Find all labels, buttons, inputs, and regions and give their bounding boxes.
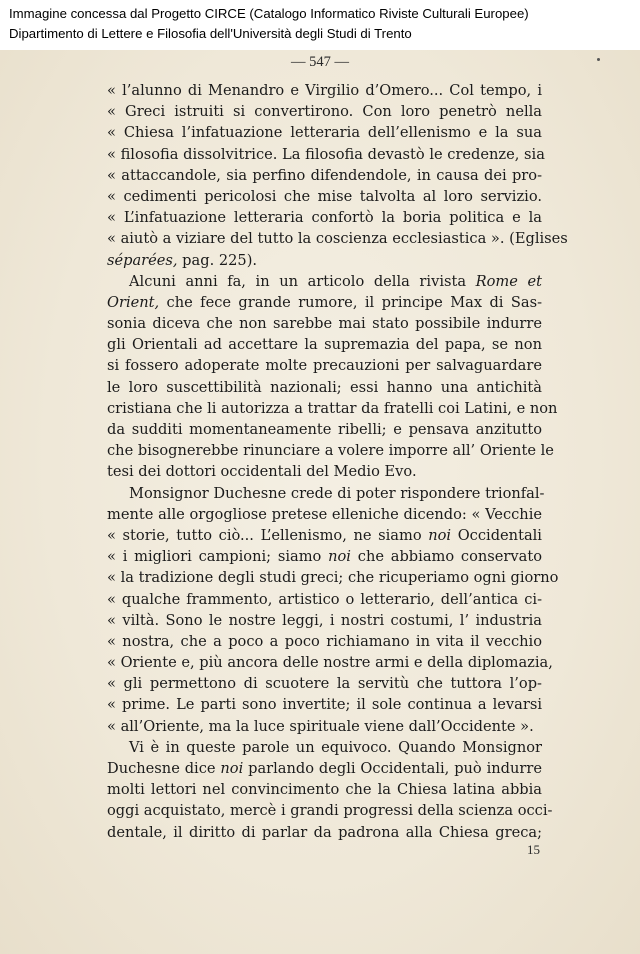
emphasis: noi [428, 526, 452, 544]
text-line: « nostra, che a poco a poco richiamano in vita il vecchio [107, 632, 542, 650]
page-number: — 547 — [291, 54, 349, 70]
header-line-1: Immagine concessa dal Progetto CIRCE (Catalogo Informatico Riviste Culturali Europee) [9, 6, 529, 21]
signature-mark: 15 [527, 842, 540, 857]
text-line: « viltà. Sono le nostre leggi, i nostri costumi, l’ industria [107, 611, 542, 629]
text-line: « qualche frammento, artistico o letterario, dell’antica ci- [107, 590, 542, 608]
text-line: « la tradizione degli studi greci; che ricuperiamo ogni giorno [107, 569, 559, 587]
text-line: « L’infatuazione letteraria confortò la boria politica e la [107, 209, 542, 227]
emphasis: Rome et [475, 272, 543, 290]
text-line: « all’Oriente, ma la luce spirituale viene dall’Occidente ». [107, 717, 534, 735]
text-line: molti lettori nel convincimento che la Chiesa latina abbia [107, 781, 542, 799]
body-text [107, 80, 568, 843]
text-line: tesi dei dottori occidentali del Medio Evo. [107, 463, 417, 481]
text-line: « aiutò a viziare del tutto la coscienza ecclesiastica ». (Eglises [107, 230, 568, 248]
emphasis: Orient, [107, 293, 160, 311]
text-line: cristiana che li autorizza a trattar da fratelli coi Latini, e non [107, 399, 558, 417]
text-line: séparées, pag. 225). [107, 251, 258, 269]
text-line: dentale, il diritto di parlar da padrona alla Chiesa greca; [107, 823, 542, 841]
emphasis: noi [220, 760, 244, 777]
text-line: oggi acquistato, mercè i grandi progressi della scienza occi- [107, 802, 553, 820]
text-line: Duchesne dice noi parlando degli Occidentali, può indurre [107, 760, 542, 777]
text-line: « l’alunno di Menandro e Virgilio d’Omero... Col tempo, i [107, 82, 542, 99]
text-line: « Chiesa l’infatuazione letteraria dell’ellenismo e la sua [107, 124, 542, 142]
text-line: « storie, tutto ciò... L’ellenismo, ne siamo noi Occidentali [107, 526, 542, 544]
text-line: si fossero adoperate molte precauzioni per salvaguardare [107, 357, 542, 375]
paragraph-start-line: Vi è in queste parole un equivoco. Quando Monsignor [129, 738, 542, 756]
text-line: « Greci istruiti si convertirono. Con loro penetrò nella [107, 103, 542, 121]
paragraph-start-line: Monsignor Duchesne crede di poter rispondere trionfal- [129, 484, 545, 502]
text-line: gli Orientali ad accettare la supremazia del papa, se non [107, 336, 542, 354]
text-line: « gli permettono di scuotere la servitù che tuttora l’op- [107, 675, 542, 693]
text-line: Orient, che fece grande rumore, il principe Max di Sas- [107, 293, 542, 311]
text-line: da sudditi momentaneamente ribelli; e pensava anzitutto [107, 421, 542, 438]
source-header [0, 0, 640, 50]
text-line: « cedimenti pericolosi che mise talvolta al loro servizio. [107, 187, 542, 205]
paragraph-start-line: Alcuni anni fa, in un articolo della rivista Rome et [129, 272, 543, 290]
text-line: « filosofia dissolvitrice. La filosofia devastò le credenze, sia [107, 145, 545, 163]
text-line: le loro suscettibilità nazionali; essi hanno una antichità [107, 378, 542, 396]
text-line: « i migliori campioni; siamo noi che abbiamo conservato [107, 548, 542, 566]
emphasis: noi [328, 548, 351, 566]
header-line-2: Dipartimento di Lettere e Filosofia dell'Università degli Studi di Trento [9, 26, 412, 41]
text-line: « prime. Le parti sono invertite; il sole continua a levarsi [107, 696, 542, 714]
text-line: « Oriente e, più ancora delle nostre armi e della diplomazia, [107, 654, 553, 672]
text-line: che bisognerebbe rinunciare a volere imporre all’ Oriente le [107, 442, 554, 460]
text-line: sonia diceva che non sarebbe mai stato possibile indurre [107, 315, 542, 333]
scanned-page [0, 50, 640, 954]
text-line: mente alle orgogliose pretese elleniche dicendo: « Vecchie [107, 505, 542, 523]
emphasis: séparées, [107, 251, 178, 269]
text-line: « attaccandole, sia perfino difendendole, in causa dei pro- [107, 166, 542, 184]
